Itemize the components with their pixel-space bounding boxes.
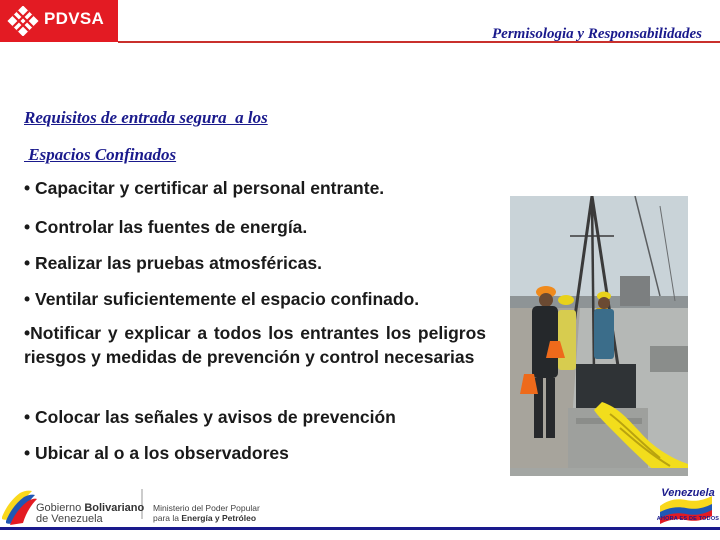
gov-bold: Bolivariano — [84, 502, 145, 514]
gov-prefix: Gobierno — [36, 502, 82, 514]
footer-divider — [0, 527, 720, 530]
ministry-prefix: para la — [153, 513, 179, 523]
badge-title: Venezuela — [661, 487, 715, 499]
ministry-line-2 — [153, 513, 256, 523]
bullet-item: • Realizar las pruebas atmosféricas. — [24, 253, 322, 273]
brand-name: PDVSA — [44, 9, 105, 28]
slide-title-line-2: Espacios Confinados — [24, 145, 177, 164]
badge-subtitle: AHORA ES DE TODOS — [656, 516, 720, 522]
bullet-item: • Ubicar al o a los observadores — [24, 443, 289, 463]
ministry-line-1: Ministerio del Poder Popular — [153, 503, 260, 513]
government-country: de Venezuela — [36, 513, 103, 525]
slide-title-line-1: Requisitos de entrada segura a los — [24, 108, 268, 127]
bullet-item: •Notificar y explicar a todos los entrantes los peligros riesgos y medidas de prevención y control necesarias — [24, 323, 486, 367]
slide-header: Permisologia y Responsabilidades — [492, 26, 702, 42]
bullet-item: • Colocar las señales y avisos de prevención — [24, 407, 396, 427]
bullet-item: • Controlar las fuentes de energía. — [24, 217, 308, 237]
ministry-bold: Energía y Petróleo — [181, 513, 257, 523]
confined-space-photo — [510, 196, 688, 476]
bullet-item: • Capacitar y certificar al personal entrante. — [24, 178, 385, 198]
bullet-item: • Ventilar suficientemente el espacio confinado. — [24, 289, 420, 309]
